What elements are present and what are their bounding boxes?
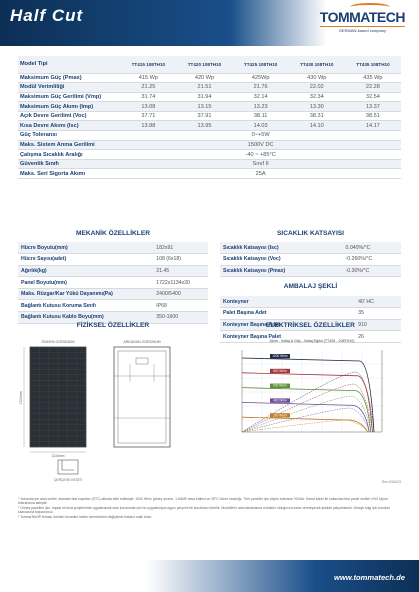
spec-span-value: -40 ~ +85°C [120,150,401,160]
spec-row-value: 415 Wp [120,73,176,83]
spec-row-label: Modül Verimliliği [18,83,120,93]
pack-label: Konteyner Başına Palet [220,331,355,343]
spec-row [18,73,401,83]
mech-row [18,242,208,254]
pv-curve [242,396,371,432]
pack-row [220,296,401,308]
mech-row [18,254,208,266]
spec-row-value: 13.37 [345,102,401,112]
website-link[interactable]: www.tommatech.de [333,573,405,582]
spec-row-value: 21.76 [233,83,289,93]
back-view-panel [114,347,170,447]
spec-row-value: 31.94 [176,92,232,102]
pack-value: 35 [355,308,401,320]
temp-label: Sıcaklık Katsayısı (Isc) [220,242,343,254]
pack-value: 26 [355,331,401,343]
mech-value: 21.45 [153,265,208,277]
pack-label: Konteyner [220,296,355,308]
temp-label: Sıcaklık Katsayısı (Pmax) [220,265,343,277]
mech-row [18,265,208,277]
spec-span-row [18,140,401,150]
mech-row [18,300,208,312]
mech-value: 182x91 [153,242,208,254]
curve-label: 200 W/m² [273,413,287,418]
spec-span-label: Güç Toleransı [18,131,120,141]
temp-label: Sıcaklık Katsayısı (Voc) [220,254,343,266]
spec-row [18,111,401,121]
spec-span-row [18,131,401,141]
product-title: Half Cut [10,6,84,25]
spec-span-label: Çalışma Sıcaklık Aralığı [18,150,120,160]
front-view-panel [30,347,86,447]
spec-span-label: Güvenlik Sınıfı [18,159,120,169]
curve-label: 800 W/m² [273,368,287,373]
temp-row [220,242,401,254]
spec-row [18,92,401,102]
temp-row [220,265,401,277]
frame-section-label: ÇERÇEVE KESİTİ [53,478,83,482]
spec-row-value: 13.88 [120,121,176,131]
spec-row-value: 14.17 [345,121,401,131]
spec-span-label: Maks. Sistem Anma Gerilimi [18,140,120,150]
frame-section-drawing [58,460,78,474]
pv-curve [242,420,368,432]
pack-value: 40' HC [355,296,401,308]
mech-row [18,288,208,300]
mech-value: 2400/5400 [153,288,208,300]
front-view-label: ÖNDEN GÖRÜNÜM [41,340,75,344]
spec-row-value: 32.14 [233,92,289,102]
spec-row-value: 425Wp [233,73,289,83]
spec-model-name: TT415 108TH10 [120,56,176,73]
spec-row [18,102,401,112]
mech-value: 350-1600 [153,312,208,324]
panel-drawings [18,336,214,484]
spec-row-label: Maksimum Güç Gerilimi (Vmp) [18,92,120,102]
spec-row-value: 38.11 [233,111,289,121]
chart-title: Akım - Voltaj & Güç - Voltaj Eğrisi (TT425 - 108TH10) [269,339,355,343]
mech-value: 1722x1134x30 [153,277,208,289]
width-dimension: 1134mm [51,454,65,458]
spec-row [18,121,401,131]
spec-span-value: 25A [120,169,401,179]
curve-label: 400 W/m² [273,398,287,403]
spec-row-label: Kısa Devre Akımı (Isc) [18,121,120,131]
spec-row-value: 13.95 [176,121,232,131]
spec-row-value: 435 Wp [345,73,401,83]
mech-table [18,242,208,324]
spec-row-value: 38.31 [289,111,345,121]
back-view-label: ARKADAN GÖRÜNÜM [123,340,161,344]
temp-row [220,254,401,266]
electrical-title: ELEKTRİKSEL ÖZELLİKLER [266,322,355,329]
spec-row-label: Maksimum Güç Akımı (Imp) [18,102,120,112]
spec-row-value: 13.23 [233,102,289,112]
temp-value: -0.30%/°C [343,265,401,277]
spec-row-value: 21.51 [176,83,232,93]
iv-curve [242,373,372,432]
iv-curve [242,402,369,432]
spec-row-value: 430 Wp [289,73,345,83]
revision-label: Rev.0/06/23 [381,480,401,484]
mech-title: MEKANİK ÖZELLİKLER [76,230,150,237]
iv-curve [242,388,371,432]
spec-row-value: 32.54 [345,92,401,102]
spec-model-name: TT430 108TH10 [289,56,345,73]
footnotes [18,497,401,519]
mech-value: IP68 [153,300,208,312]
physical-title: FİZİKSEL ÖZELLİKLER [76,322,150,329]
spec-row-label: Açık Devre Gerilimi (Voc) [18,111,120,121]
curve-label: 600 W/m² [273,383,287,388]
spec-row [18,83,401,93]
brand-logo [320,9,405,33]
spec-span-row [18,159,401,169]
spec-row-value: 14.03 [233,121,289,131]
spec-model-label: Model Tipi [18,56,120,73]
temp-table [220,242,401,277]
curve-label: 1000 W/m² [272,354,288,359]
spec-row-label: Maksimum Güç (Pmax) [18,73,120,83]
mech-label: Bağlantı Kutusu Kablo Boyu(mm) [18,312,153,324]
spec-model-name: TT425 108TH10 [233,56,289,73]
brand-name: TOMMATECH [319,9,405,25]
logo-arc-icon [350,3,390,11]
footer-banner [0,560,419,592]
pack-label: Palet Başına Adet [220,308,355,320]
pv-curve [242,372,374,432]
spec-span-value: Sınıf II [120,159,401,169]
mech-label: Panel Boyutu(mm) [18,277,153,289]
footnote-2: * Güneş panelleri için, inşaat ve bina projelerinde uygulanacak olan kurulumlar için bu uygulamaya uygun çerçeve ile kurulması önerilir. Modüllerin arka tabakasına mümkün olduğunca zarar vermeyecek şekilde çalışılmalıdır. Detaylı bilgi için kurulum kılavuzuna başvurunuz. [18,505,391,515]
spec-row-value: 13.08 [120,102,176,112]
mech-label: Ağırlık(kg) [18,265,153,277]
electrical-spec-table [18,56,401,179]
spec-row-value: 13.30 [289,102,345,112]
footnote-1: * Yukarıda yer alan veriler, standart test koşulları (STC) altında elde edilmiştir: 1000 W/m² güneş ışınımı, 1.5AM0 hava kütlesi ve 25°C hücre sıcaklığı. Tüm paneller için ölçüm toleransı %3'dür. Kanal kablo ile kullanılan tüm panel verileri ±%3 ölçüm toleransına sahiptir. [18,497,388,506]
spec-span-label: Maks. Seri Sigorta Akımı [18,169,120,179]
pack-value: 910 [355,319,401,331]
spec-row-value: 37.91 [176,111,232,121]
spec-model-name: TT435 108TH10 [345,56,401,73]
spec-row-value: 31.74 [120,92,176,102]
mech-label: Hücre Sayısı(adet) [18,254,153,266]
spec-model-row [18,56,401,73]
mech-value: 108 (6x18) [153,254,208,266]
pack-row [220,308,401,320]
mech-label: Hücre Boyutu(mm) [18,242,153,254]
spec-model-name: TT420 108TH10 [176,56,232,73]
spec-row-value: 21.25 [120,83,176,93]
temp-value: -0.260%/°C [343,254,401,266]
spec-row-value: 22.02 [289,83,345,93]
spec-span-value: 1500V DC [120,140,401,150]
pack-label: Konteyner Başına Adet [220,319,355,331]
brand-tagline: GERMAN-based company [320,26,405,33]
header-banner [0,0,419,46]
iv-curve-chart [222,336,402,442]
spec-span-value: 0~+5W [120,131,401,141]
height-dimension: 1722mm [19,391,23,405]
spec-span-row [18,169,401,179]
temp-value: 0.040%/°C [343,242,401,254]
mech-label: Maks. Rüzgar/Kar Yükü Dayanımı(Pa) [18,288,153,300]
temp-title: SICAKLIK KATSAYISI [276,230,345,237]
spec-span-row [18,150,401,160]
footnote-3: * TommaTech® firması ürünleri önceden haber vermeksizin değiştirme hakkını saklı tutar. [18,514,152,519]
spec-row-value: 37.71 [120,111,176,121]
pack-title: AMBALAJ ŞEKLİ [283,283,338,290]
spec-row-value: 22.28 [345,83,401,93]
mech-label: Bağlantı Kutusu Koruma Sınıfı [18,300,153,312]
spec-row-value: 13.15 [176,102,232,112]
spec-row-value: 32.34 [289,92,345,102]
spec-row-value: 420 Wp [176,73,232,83]
spec-row-value: 38.51 [345,111,401,121]
spec-row-value: 14.10 [289,121,345,131]
mech-row [18,277,208,289]
